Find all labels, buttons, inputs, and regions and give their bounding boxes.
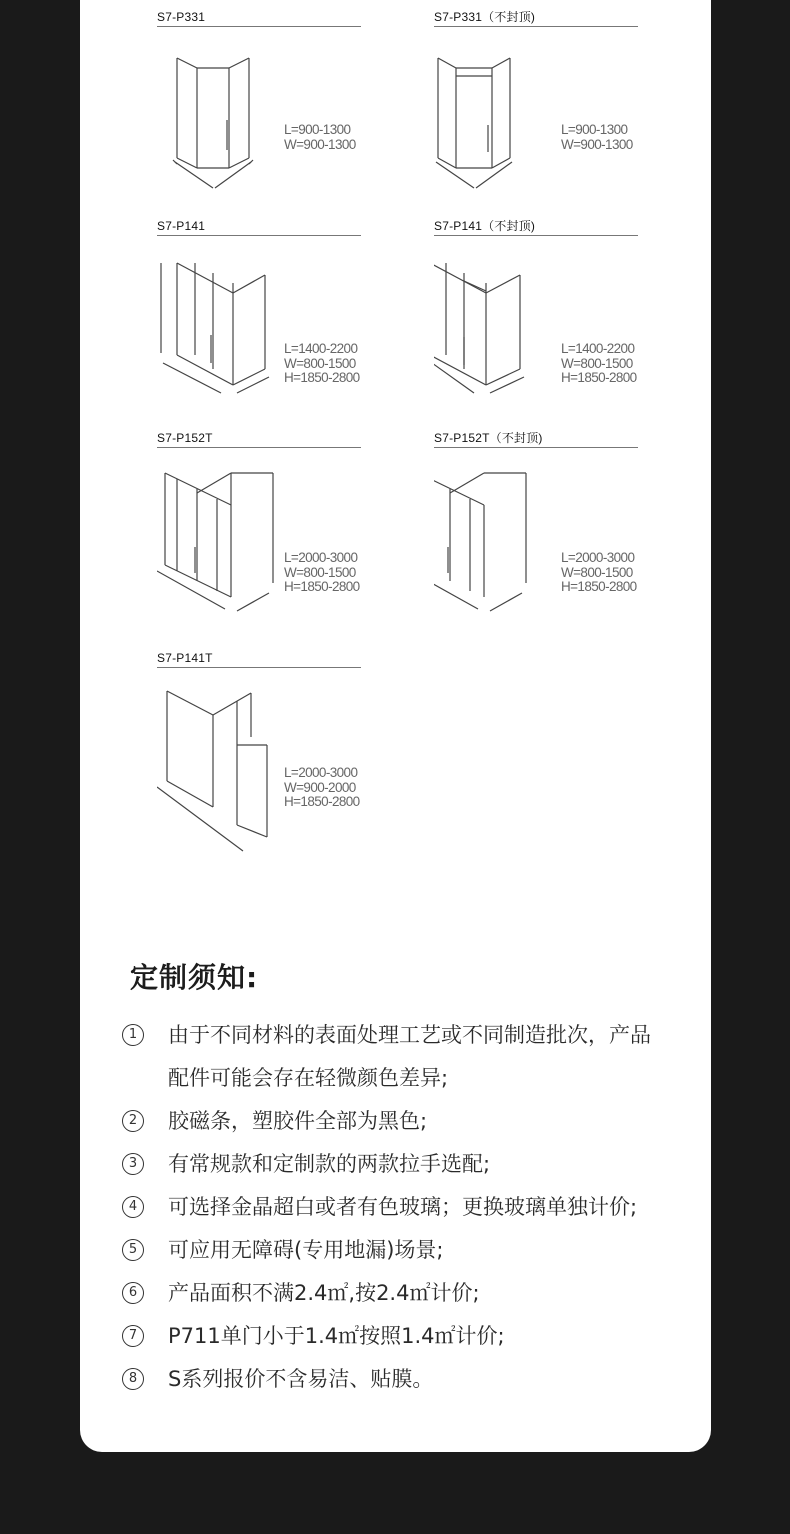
- model-s7-p331-open-top: [434, 10, 638, 152]
- notes-heading: 定制须知:: [130, 961, 259, 994]
- model-title: S7-P141T: [157, 651, 361, 668]
- model-s7-p152t-open-top: [434, 431, 638, 594]
- model-s7-p141t: [157, 651, 361, 809]
- model-title: S7-P152T: [157, 431, 361, 448]
- list-item: 8 S系列报价不含易洁、贴膜。: [122, 1358, 682, 1401]
- shower-diagram-p331-open-top: [434, 40, 564, 200]
- list-item: 3 有常规款和定制款的两款拉手选配;: [122, 1143, 682, 1186]
- list-item: 1 由于不同材料的表面处理工艺或不同制造批次，产品 配件可能会存在轻微颜色差异;: [122, 1014, 682, 1100]
- model-title: S7-P331（不封顶): [434, 10, 638, 27]
- item-number: 8: [122, 1368, 144, 1390]
- shower-diagram-p141t: [157, 679, 287, 859]
- item-number: 4: [122, 1196, 144, 1218]
- list-item: 6 产品面积不满2.4㎡,按2.4㎡计价;: [122, 1272, 682, 1315]
- shower-diagram-p331: [157, 40, 287, 200]
- model-title: S7-P331: [157, 10, 361, 27]
- list-item: 5 可应用无障碍(专用地漏)场景;: [122, 1229, 682, 1272]
- model-title: S7-P141: [157, 219, 361, 236]
- dimension-specs: L=900-1300 W=900-1300: [561, 122, 633, 152]
- shower-diagram-p152t: [157, 461, 287, 631]
- shower-diagram-p152t-open-top: [434, 461, 564, 631]
- dimension-specs: L=1400-2200 W=800-1500 H=1850-2800: [284, 341, 360, 385]
- item-number: 1: [122, 1024, 144, 1046]
- list-item: 7 P711单门小于1.4㎡按照1.4㎡计价;: [122, 1315, 682, 1358]
- model-s7-p141-open-top: [434, 219, 638, 385]
- shower-diagram-p141-open-top: [434, 245, 564, 415]
- list-item: 2 胶磁条，塑胶件全部为黑色;: [122, 1100, 682, 1143]
- item-number: 7: [122, 1325, 144, 1347]
- model-s7-p152t: [157, 431, 361, 594]
- list-item: 4 可选择金晶超白或者有色玻璃；更换玻璃单独计价;: [122, 1186, 682, 1229]
- dimension-specs: L=900-1300 W=900-1300: [284, 122, 356, 152]
- shower-diagram-p141: [157, 245, 287, 415]
- item-number: 6: [122, 1282, 144, 1304]
- model-s7-p331: [157, 10, 361, 152]
- model-s7-p141: [157, 219, 361, 385]
- model-title: S7-P152T（不封顶): [434, 431, 638, 448]
- dimension-specs: L=2000-3000 W=800-1500 H=1850-2800: [284, 550, 360, 594]
- content-card: [80, 0, 711, 1452]
- item-number: 5: [122, 1239, 144, 1261]
- dimension-specs: L=2000-3000 W=900-2000 H=1850-2800: [284, 765, 360, 809]
- dimension-specs: L=2000-3000 W=800-1500 H=1850-2800: [561, 550, 637, 594]
- notes-list: [122, 1014, 682, 1401]
- item-number: 2: [122, 1110, 144, 1132]
- dimension-specs: L=1400-2200 W=800-1500 H=1850-2800: [561, 341, 637, 385]
- item-number: 3: [122, 1153, 144, 1175]
- model-title: S7-P141（不封顶): [434, 219, 638, 236]
